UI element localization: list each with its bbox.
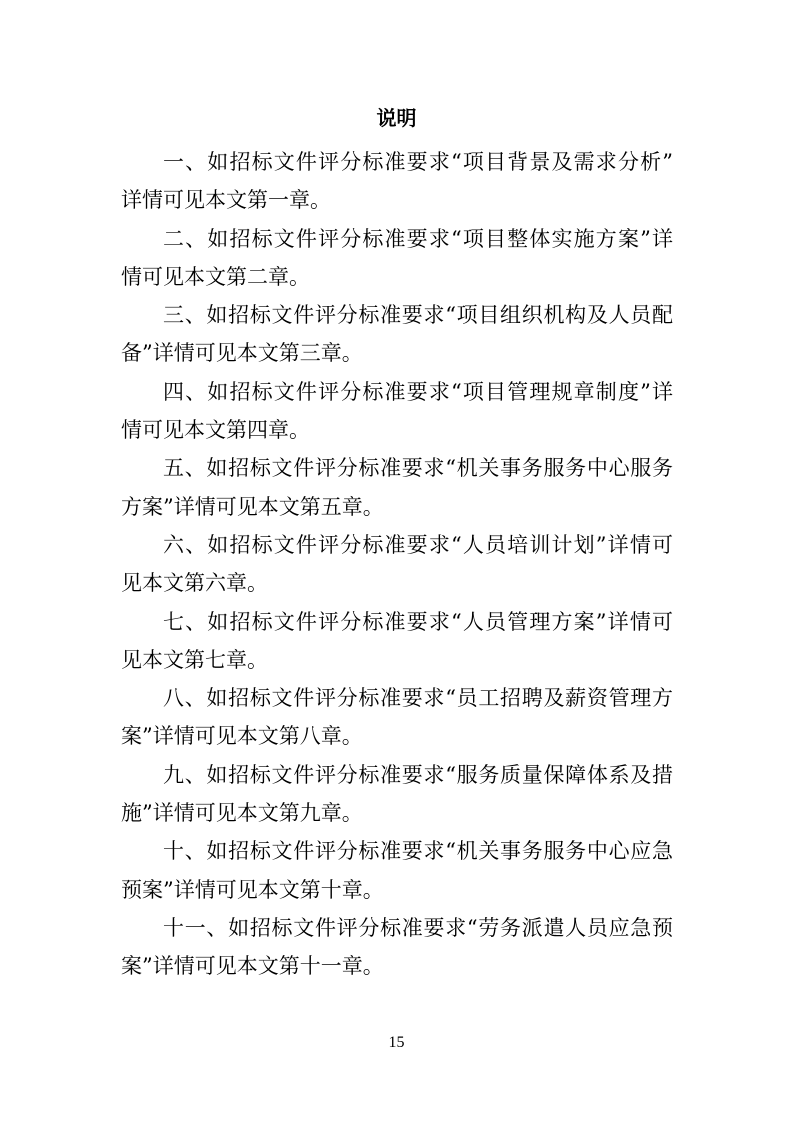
paragraph-line: 见本文第六章。	[121, 571, 268, 596]
paragraph-line: 三、如招标文件评分标准要求“项目组织机构及人员配	[163, 303, 673, 328]
paragraph-line: 案”详情可见本文第十一章。	[121, 954, 384, 979]
paragraph-2	[121, 220, 673, 297]
paragraph-5	[121, 449, 673, 526]
paragraph-line: 见本文第七章。	[121, 647, 268, 672]
paragraph-line: 一、如招标文件评分标准要求“项目背景及需求分析”	[163, 150, 673, 174]
paragraph-line: 十、如招标文件评分标准要求“机关事务服务中心应急	[163, 839, 673, 864]
paragraph-line: 方案”详情可见本文第五章。	[121, 494, 384, 519]
paragraph-line: 情可见本文第二章。	[121, 264, 310, 289]
paragraph-11	[121, 909, 673, 986]
paragraph-line: 四、如招标文件评分标准要求“项目管理规章制度”详	[163, 379, 673, 404]
paragraph-line: 备”详情可见本文第三章。	[121, 341, 363, 366]
paragraph-line: 七、如招标文件评分标准要求“人员管理方案”详情可	[163, 609, 673, 634]
paragraph-6	[121, 526, 673, 603]
paragraph-line: 情可见本文第四章。	[121, 418, 310, 443]
paragraph-10	[121, 832, 673, 909]
paragraph-line: 详情可见本文第一章。	[121, 188, 331, 213]
paragraph-3	[121, 296, 673, 373]
paragraph-line: 五、如招标文件评分标准要求“机关事务服务中心服务	[163, 456, 673, 481]
page-number: 15	[388, 1034, 405, 1051]
paragraph-1	[121, 143, 673, 220]
instructions-body	[121, 143, 673, 986]
paragraph-line: 九、如招标文件评分标准要求“服务质量保障体系及措	[163, 762, 673, 787]
paragraph-line: 施”详情可见本文第九章。	[121, 801, 363, 826]
page-title: 说明	[376, 106, 417, 130]
paragraph-line: 八、如招标文件评分标准要求“员工招聘及薪资管理方	[163, 686, 673, 711]
paragraph-9	[121, 756, 673, 833]
paragraph-line: 二、如招标文件评分标准要求“项目整体实施方案”详	[163, 226, 673, 251]
paragraph-line: 预案”详情可见本文第十章。	[121, 877, 384, 902]
paragraph-4	[121, 373, 673, 450]
paragraph-line: 六、如招标文件评分标准要求“人员培训计划”详情可	[163, 532, 673, 557]
paragraph-line: 案”详情可见本文第八章。	[121, 724, 363, 749]
paragraph-line: 十一、如招标文件评分标准要求“劳务派遣人员应急预	[163, 915, 673, 940]
paragraph-8	[121, 679, 673, 756]
paragraph-7	[121, 603, 673, 680]
